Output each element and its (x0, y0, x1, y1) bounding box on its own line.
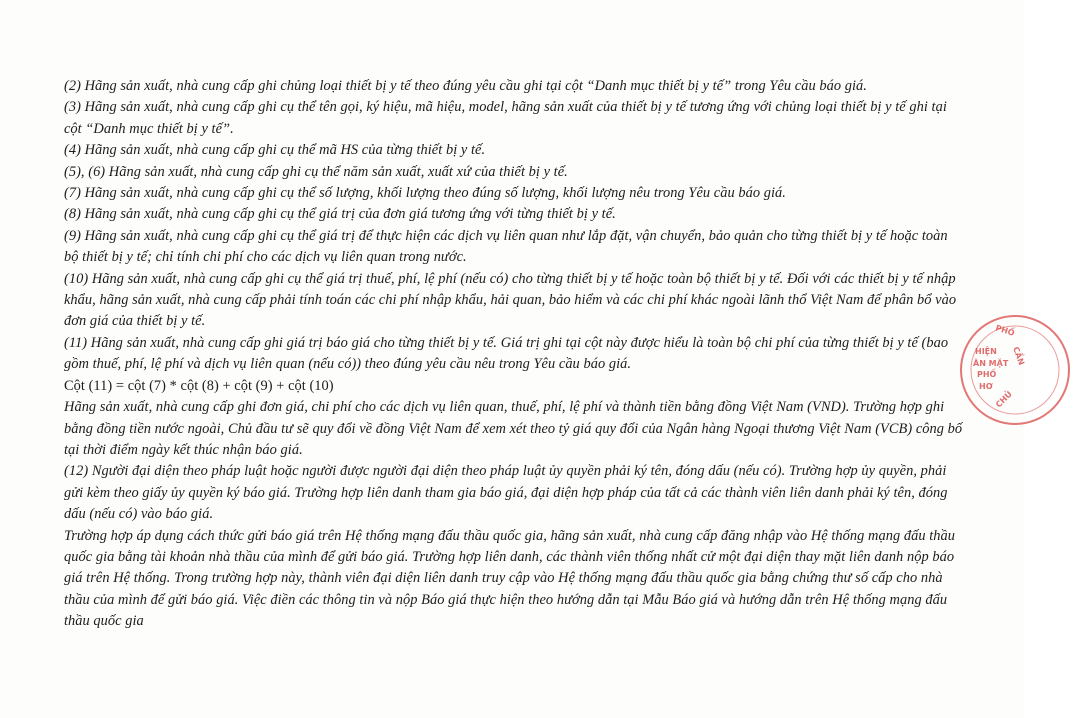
note-3: (3) Hãng sản xuất, nhà cung cấp ghi cụ thể tên gọi, ký hiệu, mã hiệu, model, hãng sản xuất của thiết bị y tế tương ứng với chủng loại thiết bị y tế ghi tại cột “Danh mục thiết bị y tế”. (64, 99, 947, 137)
note-7: (7) Hãng sản xuất, nhà cung cấp ghi cụ thể số lượng, khối lượng theo đúng số lượng, khối lượng nêu trong Yêu cầu báo giá. (64, 185, 786, 202)
stamp-text: HƠ (979, 382, 993, 391)
note-11: (11) Hãng sản xuất, nhà cung cấp ghi giá trị báo giá cho từng thiết bị y tế. Giá trị ghi tại cột này được hiểu là toàn bộ chi phí của từng thiết bị y tế (bao gồm thuế, phí, lệ phí và dịch vụ liên quan (nếu có)) theo đúng yêu cầu nêu trong Yêu cầu báo giá. (64, 334, 949, 373)
note-8: (8) Hãng sản xuất, nhà cung cấp ghi cụ thể giá trị của đơn giá tương ứng với từng thiết bị y tế. (64, 206, 616, 223)
note-2: (2) Hãng sản xuất, nhà cung cấp ghi chủng loại thiết bị y tế theo đúng yêu cầu ghi tại cột “Danh mục thiết bị y tế” trong Yêu cầu báo giá. (64, 78, 867, 94)
stamp-text: PHỐ (994, 323, 1016, 338)
currency-note: Hãng sản xuất, nhà cung cấp ghi đơn giá, chi phí cho các dịch vụ liên quan, thuế, phí, lệ phí và thành tiền bằng đồng Việt Nam (VND). Trường hợp ghi bằng đồng tiền nước ngoài, Chủ đầu tư sẽ quy đổi về đồng Việt Nam để xem xét theo tỷ giá quy đổi của Ngân hàng Ngoại thương Việt Nam (VCB) công bố tại thời điểm ngày kết thúc nhận báo giá. (64, 399, 963, 458)
stamp-text: CHỦ (994, 389, 1014, 410)
stamp-text: CẦN (1011, 345, 1026, 367)
e-bidding-note: Trường hợp áp dụng cách thức gửi báo giá trên Hệ thống mạng đấu thầu quốc gia, hãng sản xuất, nhà cung cấp đăng nhập vào Hệ thống mạng đấu thầu quốc gia bằng tài khoản nhà thầu của mình để gửi báo giá. Trường hợp liên danh, các thành viên thống nhất cử một đại diện thay mặt liên danh nộp báo giá trên Hệ thống. Trong trường hợp này, thành viên đại diện liên danh truy cập vào Hệ thống mạng đấu thầu quốc gia bằng chứng thư số cấp cho nhà thầu của mình để gửi báo giá. Việc điền các thông tin và nộp Báo giá thực hiện theo hướng dẫn tại Mẫu Báo giá và hướng dẫn trên Hệ thống mạng đấu thầu quốc gia (64, 527, 956, 630)
notes-body (64, 76, 964, 633)
formula-line: Cột (11) = cột (7) * cột (8) + cột (9) + cột (10) (64, 377, 334, 394)
note-12: (12) Người đại diện theo pháp luật hoặc người được người đại diện theo pháp luật ủy quyền phải ký tên, đóng dấu (nếu có). Trường hợp ủy quyền, phải gửi kèm theo giấy ủy quyền ký báo giá. Trường hợp liên danh tham gia báo giá, đại diện hợp pháp của tất cả các thành viên liên danh phải ký tên, đóng dấu (nếu có) vào báo giá. (64, 463, 948, 523)
stamp-text: HIỆN (975, 347, 997, 356)
stamp-text: PHỐ (977, 370, 997, 379)
note-9: (9) Hãng sản xuất, nhà cung cấp ghi cụ thể giá trị để thực hiện các dịch vụ liên quan như lắp đặt, vận chuyển, bảo quản cho từng thiết bị y tế hoặc toàn bộ thiết bị y tế; chỉ tính chi phí cho các dịch vụ liên quan trong nước. (64, 227, 948, 266)
note-5-6: (5), (6) Hãng sản xuất, nhà cung cấp ghi cụ thể năm sản xuất, xuất xứ của thiết bị y tế. (64, 163, 568, 180)
stamp-text: ĂN MẶT (973, 359, 1009, 368)
red-seal-stamp (955, 310, 1075, 430)
note-4: (4) Hãng sản xuất, nhà cung cấp ghi cụ thể mã HS của từng thiết bị y tế. (64, 142, 486, 159)
note-10: (10) Hãng sản xuất, nhà cung cấp ghi cụ thể giá trị thuế, phí, lệ phí (nếu có) cho từng thiết bị y tế hoặc toàn bộ thiết bị y tế. Đối với các thiết bị y tế nhập khẩu, hãng sản xuất, nhà cung cấp phải tính toán các chi phí nhập khẩu, hải quan, bảo hiểm và các chi phí khác ngoài lãnh thổ Việt Nam để phân bổ vào đơn giá của thiết bị y tế. (64, 270, 957, 330)
